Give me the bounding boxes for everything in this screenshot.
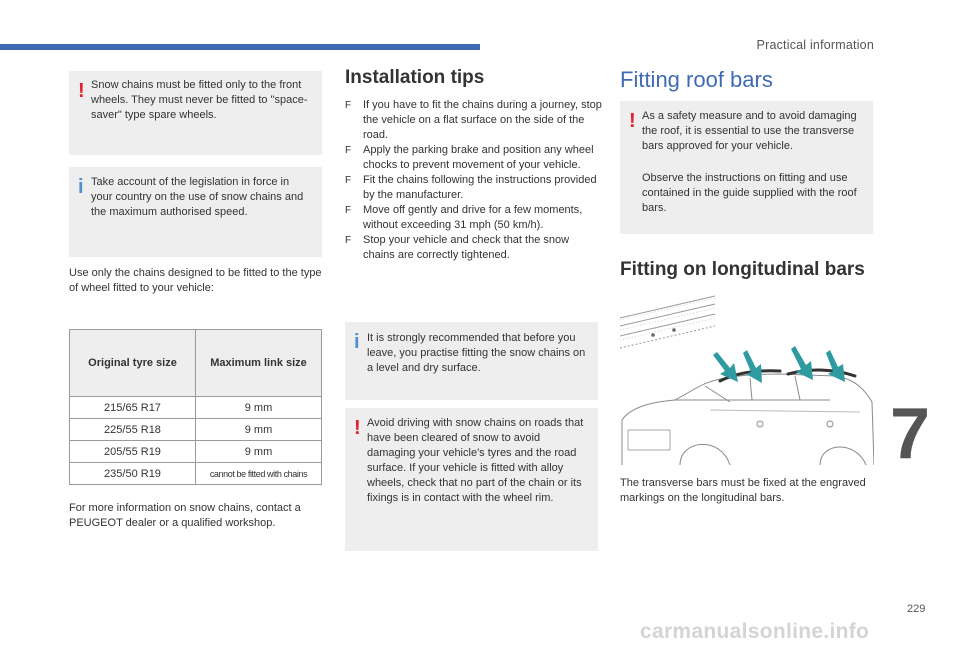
header-accent-bar — [0, 44, 480, 50]
marking-icon — [651, 333, 655, 337]
table-cell: 9 mm — [196, 441, 322, 463]
tip-text: Fit the chains following the instructions provided by the manufacturer. — [363, 174, 597, 201]
list-item — [345, 173, 603, 203]
checkbox-bullet-icon: F — [345, 205, 352, 216]
table-cell: 235/50 R19 — [70, 463, 196, 485]
longitudinal-bars-heading: Fitting on longitudinal bars — [620, 259, 865, 280]
table-header-link-size: Maximum link size — [196, 330, 322, 397]
table-header-tyre-size: Original tyre size — [70, 330, 196, 397]
warning-box-cleared-roads — [345, 408, 598, 551]
checkbox-bullet-icon: F — [345, 145, 352, 156]
bar-closeup — [620, 296, 715, 348]
checkbox-bullet-icon: F — [345, 235, 352, 246]
checkbox-bullet-icon: F — [345, 100, 352, 111]
chapter-number: 7 — [890, 394, 931, 474]
warning-icon: ! — [354, 417, 361, 439]
warning-box-snow-chains — [69, 71, 322, 155]
tip-text: Move off gently and drive for a few moments, without exceeding 31 mph (50 km/h). — [363, 204, 583, 231]
tip-text: Apply the parking brake and position any wheel chocks to prevent movement of your vehicle. — [363, 144, 594, 171]
dealer-info-text: For more information on snow chains, contact a PEUGEOT dealer or a qualified workshop. — [69, 502, 301, 529]
chains-intro-text: Use only the chains designed to be fitted to the type of wheel fitted to your vehicle: — [69, 267, 322, 294]
warning-box-roof-bars — [620, 101, 873, 234]
info-text: It is strongly recommended that before you leave, you practise fitting the snow chains on a level and dry surface. — [367, 332, 586, 374]
info-icon: i — [354, 331, 360, 353]
list-item — [345, 143, 603, 173]
warning-icon: ! — [78, 80, 85, 102]
info-text: Take account of the legislation in force in your country on the use of snow chains and the maximum authorised speed. — [91, 176, 304, 218]
tip-text: If you have to fit the chains during a journey, stop the vehicle on a flat surface on the side of the road. — [363, 99, 602, 141]
warning-icon: ! — [629, 110, 636, 132]
list-item — [345, 233, 603, 263]
installation-tips-list — [345, 98, 603, 263]
warning-text: As a safety measure and to avoid damaging the roof, it is essential to use the transverse bars approved for your vehicle. — [642, 110, 857, 152]
page-title: Fitting roof bars — [620, 67, 773, 92]
list-item — [345, 98, 603, 143]
table-cell: cannot be fitted with chains — [196, 463, 322, 485]
warning-text: Observe the instructions on fitting and use contained in the guide supplied with the roof bars. — [642, 172, 857, 214]
table-cell: 9 mm — [196, 397, 322, 419]
section-title: Practical information — [756, 38, 874, 52]
table-cell: 9 mm — [196, 419, 322, 441]
tyre-chain-table — [69, 329, 322, 485]
warning-text: Avoid driving with snow chains on roads that have been cleared of snow to avoid damaging your vehicle's tyres and the road surface. If your vehicle is fitted with alloy wheels, check that no part of the chain or its fixings is in contact with the wheel rim. — [367, 417, 584, 504]
roof-bars-caption: The transverse bars must be fixed at the engraved markings on the longitudinal bars. — [620, 477, 866, 504]
list-item — [345, 203, 603, 233]
info-box-practise — [345, 322, 598, 400]
info-icon: i — [78, 176, 84, 198]
table-row — [70, 419, 322, 441]
checkbox-bullet-icon: F — [345, 175, 352, 186]
table-cell: 215/65 R17 — [70, 397, 196, 419]
table-row — [70, 463, 322, 485]
table-row — [70, 397, 322, 419]
page-number: 229 — [907, 603, 926, 615]
watermark: carmanualsonline.info — [640, 620, 870, 643]
table-cell: 205/55 R19 — [70, 441, 196, 463]
tip-text: Stop your vehicle and check that the snow chains are correctly tightened. — [363, 234, 570, 261]
table-header-row — [70, 330, 322, 397]
car-icon — [622, 374, 874, 465]
info-box-legislation — [69, 167, 322, 257]
table-row — [70, 441, 322, 463]
roof-bars-illustration — [620, 290, 874, 465]
marking-icon — [672, 328, 676, 332]
table-cell: 225/55 R18 — [70, 419, 196, 441]
arrow-icon — [713, 346, 845, 383]
warning-text: Snow chains must be fitted only to the front wheels. They must never be fitted to "space-saver" type spare wheels. — [91, 79, 308, 121]
installation-tips-heading: Installation tips — [345, 67, 485, 88]
